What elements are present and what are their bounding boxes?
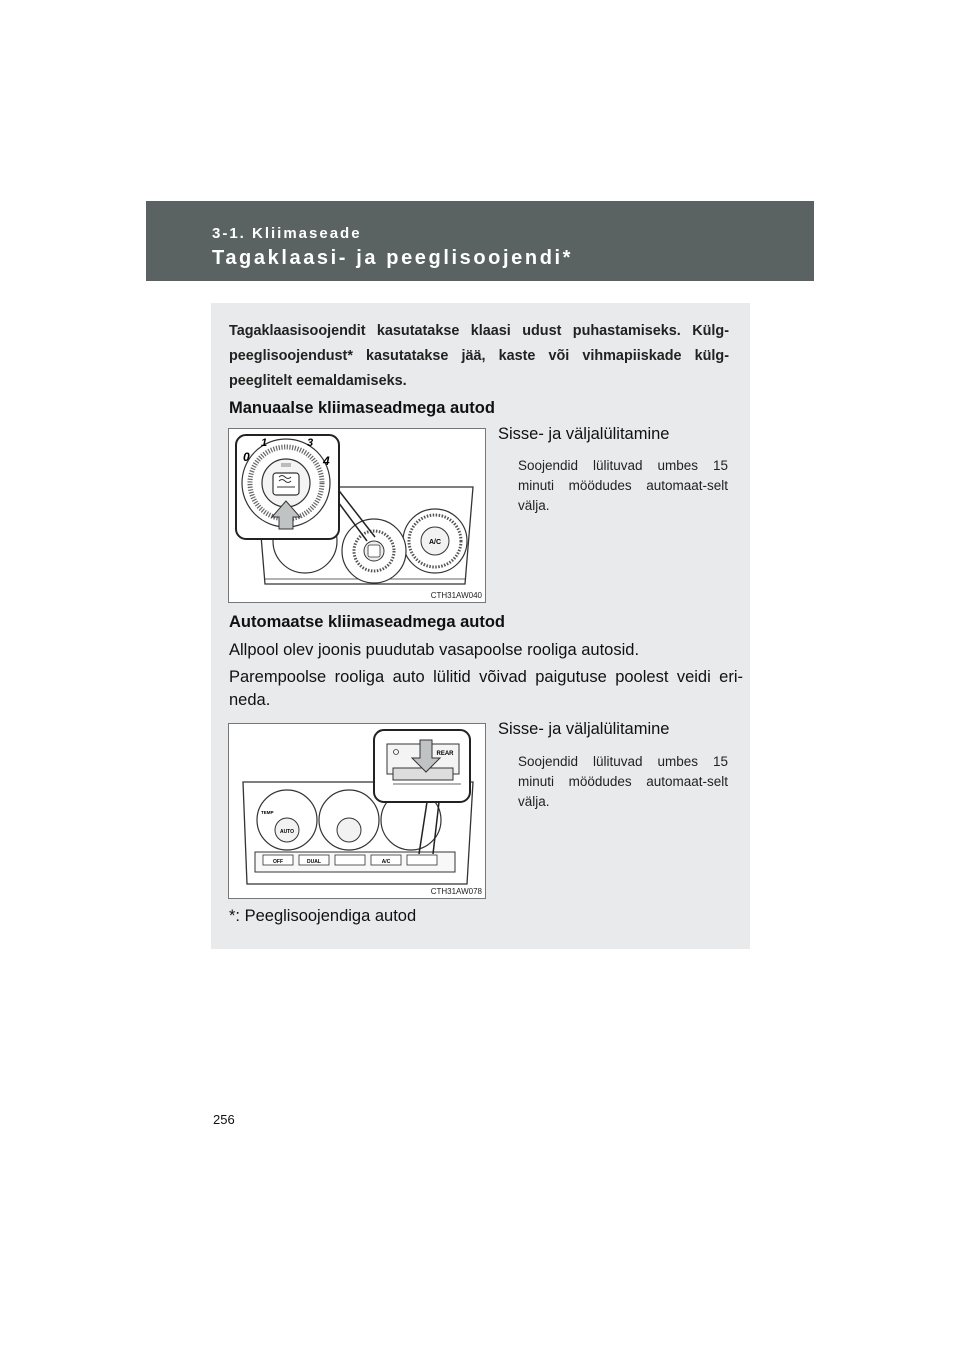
auto-control-figure	[228, 723, 486, 899]
figure-code: CTH31AW078	[430, 887, 482, 896]
section-label: 3-1. Kliimaseade	[212, 225, 362, 242]
auto-heading: Automaatse kliimaseadmega autod	[229, 613, 506, 631]
manual-control-figure	[228, 428, 486, 603]
off-button-label: OFF	[273, 859, 283, 865]
dial-number-0: 0	[243, 450, 250, 464]
figure-code: CTH31AW040	[430, 591, 482, 600]
dial-number-1: 1	[261, 437, 268, 449]
manual-heading: Manuaalse kliimaseadmega autod	[229, 399, 495, 417]
manual-panel-illustration	[229, 429, 485, 602]
auto-side-title: Sisse- ja väljalülitamine	[498, 720, 670, 738]
ac-button-label: A/C	[381, 859, 391, 865]
manual-side-text: Soojendid lülituvad umbes 15 minuti möödudes automaat-selt välja.	[518, 458, 728, 513]
dial-number-3: 3	[307, 437, 314, 449]
chapter-header	[146, 201, 814, 281]
intro-text: Tagaklaasisoojendit kasutatakse klaasi udust puhastamiseks. Külg-peeglisoojendust* kasutatakse jää, kaste või vihmapiiskade külg-peeglitelt eemaldamiseks.	[229, 323, 729, 389]
page-title: Tagaklaasi- ja peeglisoojendi*	[212, 247, 574, 269]
auto-paragraph-1: Allpool olev joonis puudutab vasapoolse rooliga autosid.	[229, 641, 640, 659]
ac-dial-label: A/C	[428, 539, 442, 546]
auto-panel-illustration	[229, 724, 485, 898]
dual-button-label: DUAL	[307, 859, 321, 865]
button-strip	[263, 855, 437, 865]
page-number: 256	[213, 1112, 235, 1127]
footnote: *: Peeglisoojendiga autod	[229, 907, 417, 925]
auto-button-label: AUTO	[279, 829, 295, 835]
auto-side-text: Soojendid lülituvad umbes 15 minuti möödudes automaat-selt välja.	[518, 754, 728, 809]
manual-side-title: Sisse- ja väljalülitamine	[498, 425, 670, 443]
content-box	[211, 303, 750, 949]
rear-button-label: REAR	[436, 751, 454, 757]
auto-paragraph-2: Parempoolse rooliga auto lülitid võivad paigutuse poolest veidi eri-neda.	[229, 668, 743, 709]
temp-label: TEMP	[261, 810, 274, 815]
dial-number-4: 4	[323, 454, 330, 468]
